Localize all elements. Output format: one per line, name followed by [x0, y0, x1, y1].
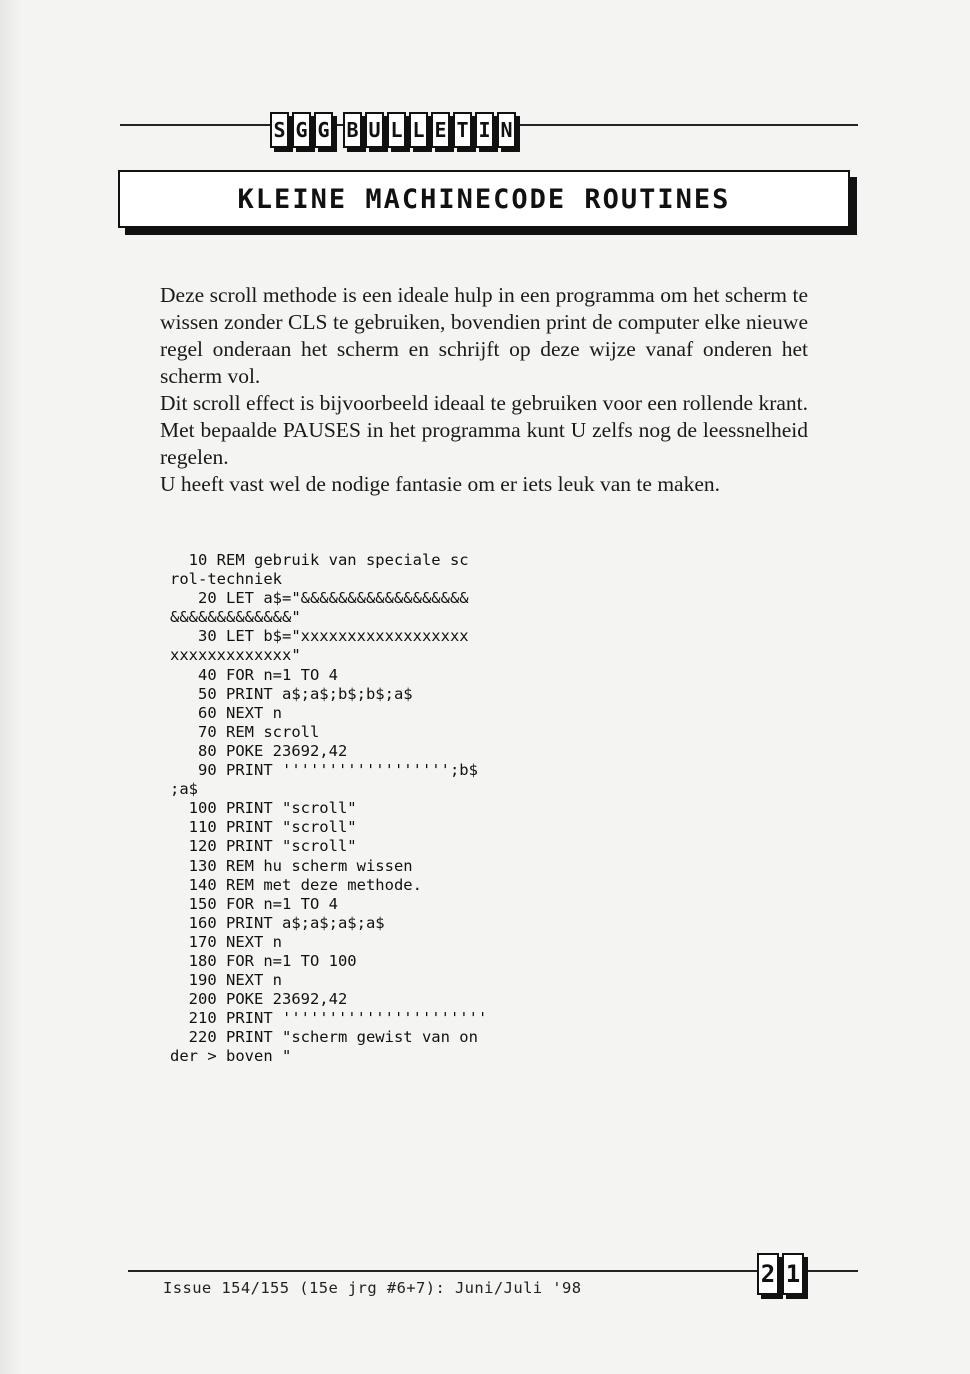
logo-tile: S	[270, 112, 289, 148]
code-line: 160 PRINT a$;a$;a$;a$	[170, 913, 385, 932]
intro-paragraph: U heeft vast wel de nodige fantasie om er iets leuk van te maken.	[160, 472, 720, 496]
logo-tile: G	[314, 112, 333, 148]
code-line: 200 POKE 23692,42	[170, 990, 348, 1009]
issue-line: Issue 154/155 (15e jrg #6+7): Juni/Juli '98	[163, 1279, 582, 1297]
logo-tile: L	[409, 112, 428, 148]
article-title-box	[118, 170, 850, 228]
basic-code-listing	[170, 551, 590, 1067]
logo-tile: U	[365, 112, 384, 148]
code-line: xxxxxxxxxxxxx"	[170, 646, 301, 665]
intro-paragraph: Deze scroll methode is een ideale hulp in een programma om het scherm te wissen zonder CLS te gebruiken, bovendien print de computer elke nieuwe regel onderaan het scherm en schrijft op deze wijze vanaf onderen het scherm vol.	[160, 283, 808, 388]
code-line: der > boven "	[170, 1047, 292, 1066]
footer-rule	[128, 1270, 858, 1272]
logo-tile: B	[343, 112, 362, 148]
code-line: 40 FOR n=1 TO 4	[170, 665, 338, 684]
code-line: 190 NEXT n	[170, 971, 282, 990]
code-line: ;a$	[170, 780, 198, 799]
code-line: 170 NEXT n	[170, 932, 282, 951]
code-line: rol-techniek	[170, 570, 282, 589]
logo-sgg	[270, 112, 333, 148]
code-line: 70 REM scroll	[170, 722, 320, 741]
code-line: 80 POKE 23692,42	[170, 741, 348, 760]
code-line: 150 FOR n=1 TO 4	[170, 894, 338, 913]
page-number-digit: 1	[782, 1253, 804, 1295]
page-number	[757, 1253, 804, 1295]
logo-tile: T	[453, 112, 472, 148]
logo-tile: I	[475, 112, 494, 148]
code-line: 220 PRINT "scherm gewist van on	[170, 1028, 478, 1047]
code-line: 20 LET a$="&&&&&&&&&&&&&&&&&&	[170, 589, 469, 608]
code-line: 120 PRINT "scroll"	[170, 837, 357, 856]
code-line: 180 FOR n=1 TO 100	[170, 951, 357, 970]
code-line: 130 REM hu scherm wissen	[170, 856, 413, 875]
code-line: 100 PRINT "scroll"	[170, 799, 357, 818]
page-edge-shadow	[0, 0, 22, 1374]
logo-tile: N	[497, 112, 516, 148]
logo-tile: L	[387, 112, 406, 148]
code-line: 10 REM gebruik van speciale sc	[170, 551, 469, 569]
code-line: 110 PRINT "scroll"	[170, 818, 357, 837]
intro-paragraph: Dit scroll effect is bijvoorbeeld ideaal te gebruiken voor een rollende krant. Met bepaalde PAUSES in het programma kunt U zelfs nog de leessnelheid regelen.	[160, 391, 808, 469]
logo-bulletin	[343, 112, 516, 148]
code-line: 30 LET b$="xxxxxxxxxxxxxxxxxx	[170, 627, 469, 646]
code-line: 90 PRINT '''''''''''''''''';b$	[170, 761, 478, 780]
article-title: KLEINE MACHINECODE ROUTINES	[237, 183, 731, 215]
code-line: &&&&&&&&&&&&&"	[170, 608, 301, 627]
logo-tile: G	[292, 112, 311, 148]
code-line: 50 PRINT a$;a$;b$;b$;a$	[170, 684, 413, 703]
code-line: 60 NEXT n	[170, 703, 282, 722]
code-line: 210 PRINT ''''''''''''''''''''''	[170, 1009, 488, 1028]
code-line: 140 REM met deze methode.	[170, 875, 422, 894]
logo-tile: E	[431, 112, 450, 148]
intro-text	[160, 282, 808, 498]
page-number-digit: 2	[757, 1253, 779, 1295]
sgg-bulletin-logo	[270, 112, 516, 148]
